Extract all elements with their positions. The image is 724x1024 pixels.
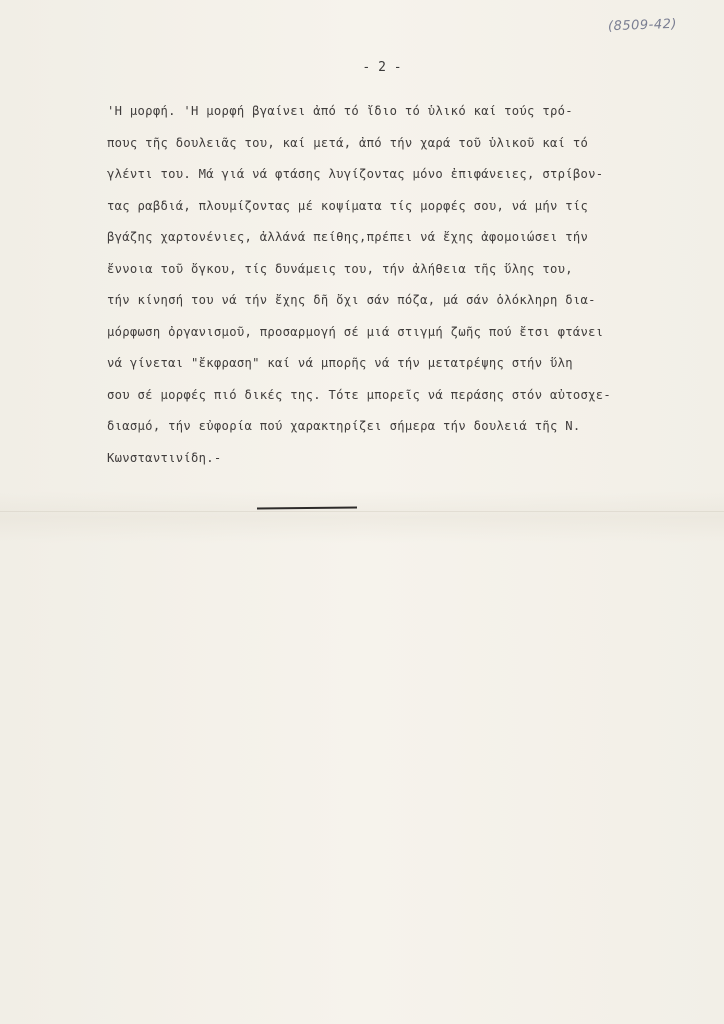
text-line: γλέντι του. Μά γιά νά φτάσης λυγίζοντας μόνο ἐπιφάνειες, στρίβον-: [107, 167, 604, 181]
archive-reference-note: (8509-42): [607, 16, 678, 35]
text-line: βγάζης χαρτονένιες, ἀλλάνά πείθης,πρέπει νά ἔχης ἀφομοιώσει τήν: [107, 230, 589, 244]
paragraph: [107, 100, 710, 478]
text-line: μόρφωση ὀργανισμοῦ, προσαρμογή σέ μιά στιγμή ζωῆς πού ἔτσι φτάνει: [107, 324, 604, 339]
closing-rule-line: [257, 506, 357, 509]
text-line: σου σέ μορφές πιό δικές της. Τότε μπορεῖς νά περάσης στόν αὐτοσχε-: [107, 387, 612, 402]
text-line: 'Η μορφή. 'Η μορφή βγαίνει ἀπό τό ἴδιο τό ὑλικό καί τούς τρό-: [107, 104, 573, 118]
text-line: διασμό, τήν εὐφορία πού χαρακτηρίζει σήμερα τήν δουλειά τῆς Ν.: [107, 419, 581, 433]
text-line: τας ραβδιά, πλουμίζοντας μέ κοψίματα τίς μορφές σου, νά μήν τίς: [107, 198, 589, 213]
text-line: Κωνσταντινίδη.-: [107, 450, 222, 465]
text-line: ἔννοια τοῦ ὄγκου, τίς δυνάμεις του, τήν ἀλήθεια τῆς ὕλης του,: [107, 261, 573, 276]
page-number: - 2 -: [362, 60, 402, 75]
paper-fold-line: [0, 511, 724, 512]
text-line: νά γίνεται "ἔκφραση" καί νά μπορῆς νά τήν μετατρέψης στήν ὕλη: [107, 356, 573, 370]
text-line: πους τῆς δουλειᾶς του, καί μετά, ἀπό τήν χαρά τοῦ ὑλικοῦ καί τό: [107, 135, 589, 150]
text-line: τήν κίνησή του νά τήν ἔχης δῆ ὄχι σάν πόζα, μά σάν ὁλόκληρη δια-: [107, 293, 596, 307]
